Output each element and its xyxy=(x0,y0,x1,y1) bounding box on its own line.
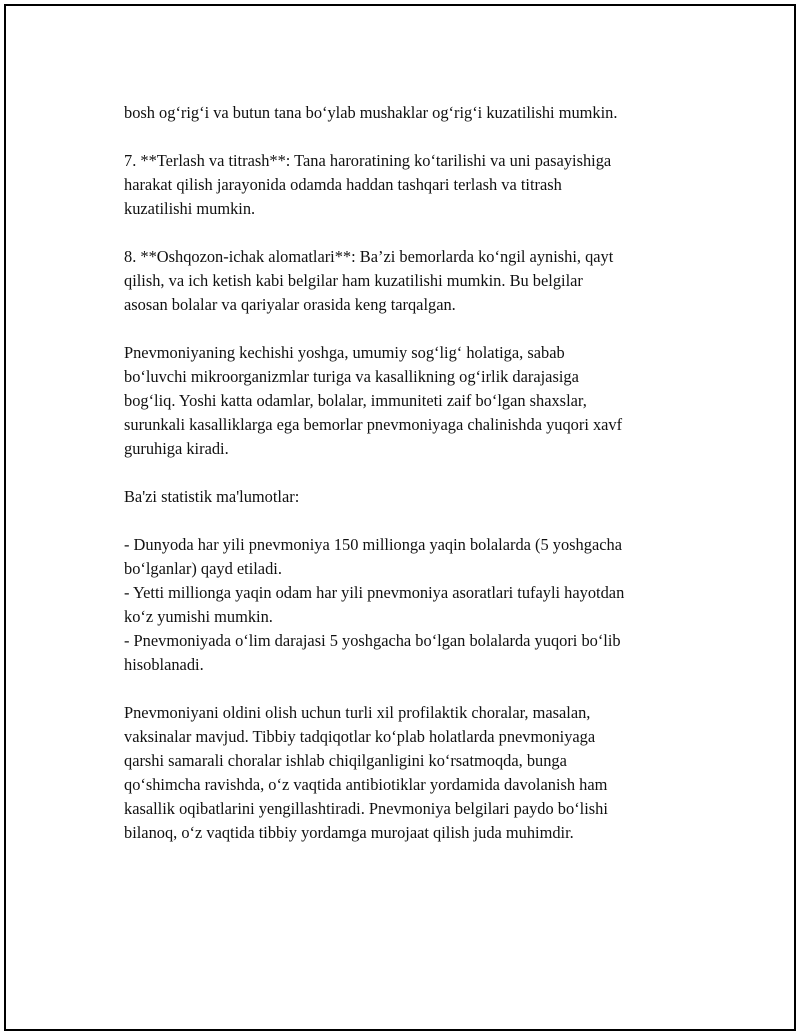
text-line: bosh og‘rig‘i va butun tana bo‘ylab mushaklar og‘rig‘i kuzatilishi mumkin. xyxy=(124,103,618,122)
paragraph-1 xyxy=(124,101,699,125)
text-line: Ba'zi statistik ma'lumotlar: xyxy=(124,487,300,506)
text-line: surunkali kasalliklarga ega bemorlar pnevmoniyaga chalinishda yuqori xavf xyxy=(124,415,623,434)
paragraph-6 xyxy=(124,533,699,677)
text-line: bo‘luvchi mikroorganizmlar turiga va kasallikning og‘irlik darajasiga xyxy=(124,367,579,386)
text-line: kasallik oqibatlarini yengillashtiradi. Pnevmoniya belgilari paydo bo‘lishi xyxy=(124,799,608,818)
text-line: ko‘z yumishi mumkin. xyxy=(124,607,273,626)
text-line: qo‘shimcha ravishda, o‘z vaqtida antibiotiklar yordamida davolanish ham xyxy=(124,775,608,794)
text-line: - Yetti millionga yaqin odam har yili pnevmoniya asoratlari tufayli hayotdan xyxy=(124,583,625,602)
text-line: harakat qilish jarayonida odamda haddan tashqari terlash va titrash xyxy=(124,175,562,194)
text-line: bo‘lganlar) qayd etiladi. xyxy=(124,559,282,578)
paragraph-4 xyxy=(124,341,699,461)
text-line: bilanoq, o‘z vaqtida tibbiy yordamga murojaat qilish juda muhimdir. xyxy=(124,823,574,842)
document-page xyxy=(4,4,796,1031)
text-line: qarshi samarali choralar ishlab chiqilganligini ko‘rsatmoqda, bunga xyxy=(124,751,567,770)
text-line: bog‘liq. Yoshi katta odamlar, bolalar, immuniteti zaif bo‘lgan shaxslar, xyxy=(124,391,587,410)
text-line: 8. **Oshqozon-ichak alomatlari**: Ba’zi bemorlarda ko‘ngil aynishi, qayt xyxy=(124,247,614,266)
text-line: - Dunyoda har yili pnevmoniya 150 millionga yaqin bolalarda (5 yoshgacha xyxy=(124,535,622,554)
text-line: - Pnevmoniyada o‘lim darajasi 5 yoshgacha bo‘lgan bolalarda yuqori bo‘lib xyxy=(124,631,621,650)
text-line: asosan bolalar va qariyalar orasida keng tarqalgan. xyxy=(124,295,456,314)
text-line: qilish, va ich ketish kabi belgilar ham kuzatilishi mumkin. Bu belgilar xyxy=(124,271,583,290)
document-body xyxy=(124,101,699,869)
paragraph-2 xyxy=(124,149,699,221)
text-line: vaksinalar mavjud. Tibbiy tadqiqotlar ko‘plab holatlarda pnevmoniyaga xyxy=(124,727,596,746)
text-line: hisoblanadi. xyxy=(124,655,204,674)
text-line: guruhiga kiradi. xyxy=(124,439,229,458)
paragraph-7 xyxy=(124,701,699,845)
text-line: Pnevmoniyani oldini olish uchun turli xil profilaktik choralar, masalan, xyxy=(124,703,591,722)
paragraph-5 xyxy=(124,485,699,509)
text-line: 7. **Terlash va titrash**: Tana haroratining ko‘tarilishi va uni pasayishiga xyxy=(124,151,612,170)
text-line: kuzatilishi mumkin. xyxy=(124,199,256,218)
paragraph-3 xyxy=(124,245,699,317)
text-line: Pnevmoniyaning kechishi yoshga, umumiy sog‘lig‘ holatiga, sabab xyxy=(124,343,565,362)
